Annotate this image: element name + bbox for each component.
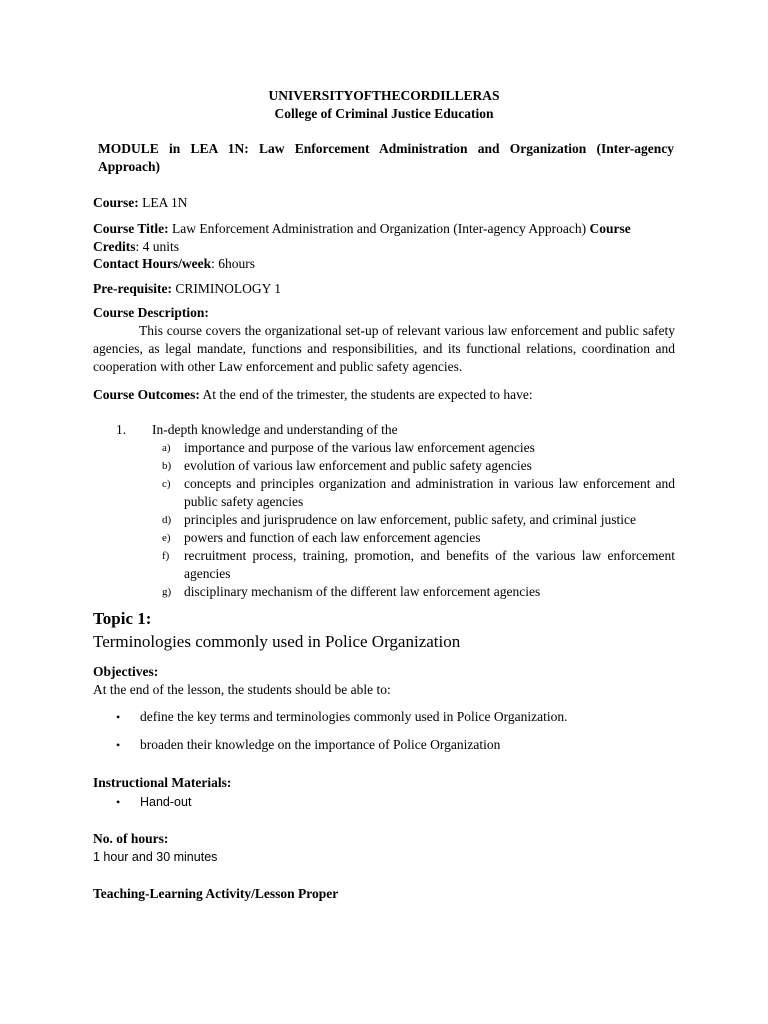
list-item-text: recruitment process, training, promotion, and benefits of the various law enforcement agencies (184, 548, 675, 581)
objective-text: broaden their knowledge on the importance of Police Organization (140, 737, 501, 752)
list-item (116, 793, 191, 811)
course-outcomes-label: Course Outcomes: (93, 387, 200, 402)
list-item (162, 511, 675, 529)
instructional-materials-label: Instructional Materials: (93, 775, 232, 790)
course-description-text: This course covers the organizational set-up of relevant various law enforcement and public safety agencies, as legal mandate, functions and responsibilities, and its functional relations, coordination and cooperation with other Law enforcement and public safety agencies. (93, 323, 675, 374)
topic-title: Terminologies commonly used in Police Organization (93, 632, 461, 651)
course-title-label: Course Title: (93, 221, 169, 236)
topic-heading: Topic 1: (93, 609, 152, 628)
prerequisite-label: Pre-requisite: (93, 281, 172, 296)
list-item-text: evolution of various law enforcement and public safety agencies (184, 458, 532, 473)
contact-hours-line (93, 255, 255, 273)
list-item-text: powers and function of each law enforcement agencies (184, 530, 481, 545)
list-item-text: disciplinary mechanism of the different law enforcement agencies (184, 584, 541, 599)
course-credits-label-a: Course (589, 221, 631, 236)
course-line (93, 194, 678, 212)
list-item-label: c) (162, 478, 171, 490)
contact-hours-value: : 6hours (211, 256, 255, 271)
course-title-block (93, 220, 675, 238)
prerequisite-line (93, 280, 281, 298)
list-item-text: principles and jurisprudence on law enforcement, public safety, and criminal justice (184, 512, 636, 527)
list-item-label: b) (162, 460, 172, 472)
course-outcomes-intro: At the end of the trimester, the students are expected to have: (199, 387, 533, 402)
outcome-number: 1. (116, 422, 127, 437)
bullet-icon: • (116, 795, 121, 809)
objectives-label: Objectives: (93, 664, 159, 679)
list-item (162, 547, 675, 583)
list-item (162, 457, 675, 475)
university-name: UNIVERSITYOFTHECORDILLERAS (268, 88, 500, 103)
list-item (162, 529, 675, 547)
list-item-label: f) (162, 550, 170, 562)
list-item (162, 475, 675, 511)
course-value: LEA 1N (138, 195, 188, 210)
list-item-text: importance and purpose of the various law enforcement agencies (184, 440, 535, 455)
bullet-icon: • (116, 710, 121, 724)
hours-label: No. of hours: (93, 831, 169, 846)
list-item (162, 439, 675, 457)
college-name: College of Criminal Justice Education (274, 106, 494, 121)
contact-hours-label: Contact Hours/week (93, 256, 212, 271)
prerequisite-value: CRIMINOLOGY 1 (171, 281, 281, 296)
credits-line (93, 238, 179, 256)
course-label: Course: (93, 195, 139, 210)
list-item-label: d) (162, 514, 172, 526)
hours-value: 1 hour and 30 minutes (93, 850, 218, 864)
list-item (116, 736, 686, 754)
list-item-label: e) (162, 532, 171, 544)
course-title-value: Law Enforcement Administration and Organization (Inter-agency Approach) (168, 221, 590, 236)
material-text: Hand-out (140, 795, 192, 809)
list-item (116, 708, 686, 726)
outcome-subitems (162, 439, 675, 601)
module-title: MODULE in LEA 1N: Law Enforcement Administration and Organization (Inter-agency Approach) (98, 141, 674, 174)
list-item-label: a) (162, 442, 171, 454)
teaching-label: Teaching-Learning Activity/Lesson Proper (93, 886, 339, 901)
course-description-label: Course Description: (93, 305, 209, 320)
list-item-label: g) (162, 586, 172, 598)
list-item (162, 583, 675, 601)
objective-text: define the key terms and terminologies commonly used in Police Organization. (140, 709, 568, 724)
course-credits-value: : 4 units (135, 239, 180, 254)
list-item-text: concepts and principles organization and administration in various law enforcement and public safety agencies (184, 476, 675, 509)
bullet-icon: • (116, 738, 121, 752)
course-outcomes-line (93, 386, 678, 404)
outcome-text: In-depth knowledge and understanding of the (152, 422, 398, 437)
objectives-intro: At the end of the lesson, the students should be able to: (93, 682, 391, 697)
course-credits-label-b: Credits (93, 239, 136, 254)
